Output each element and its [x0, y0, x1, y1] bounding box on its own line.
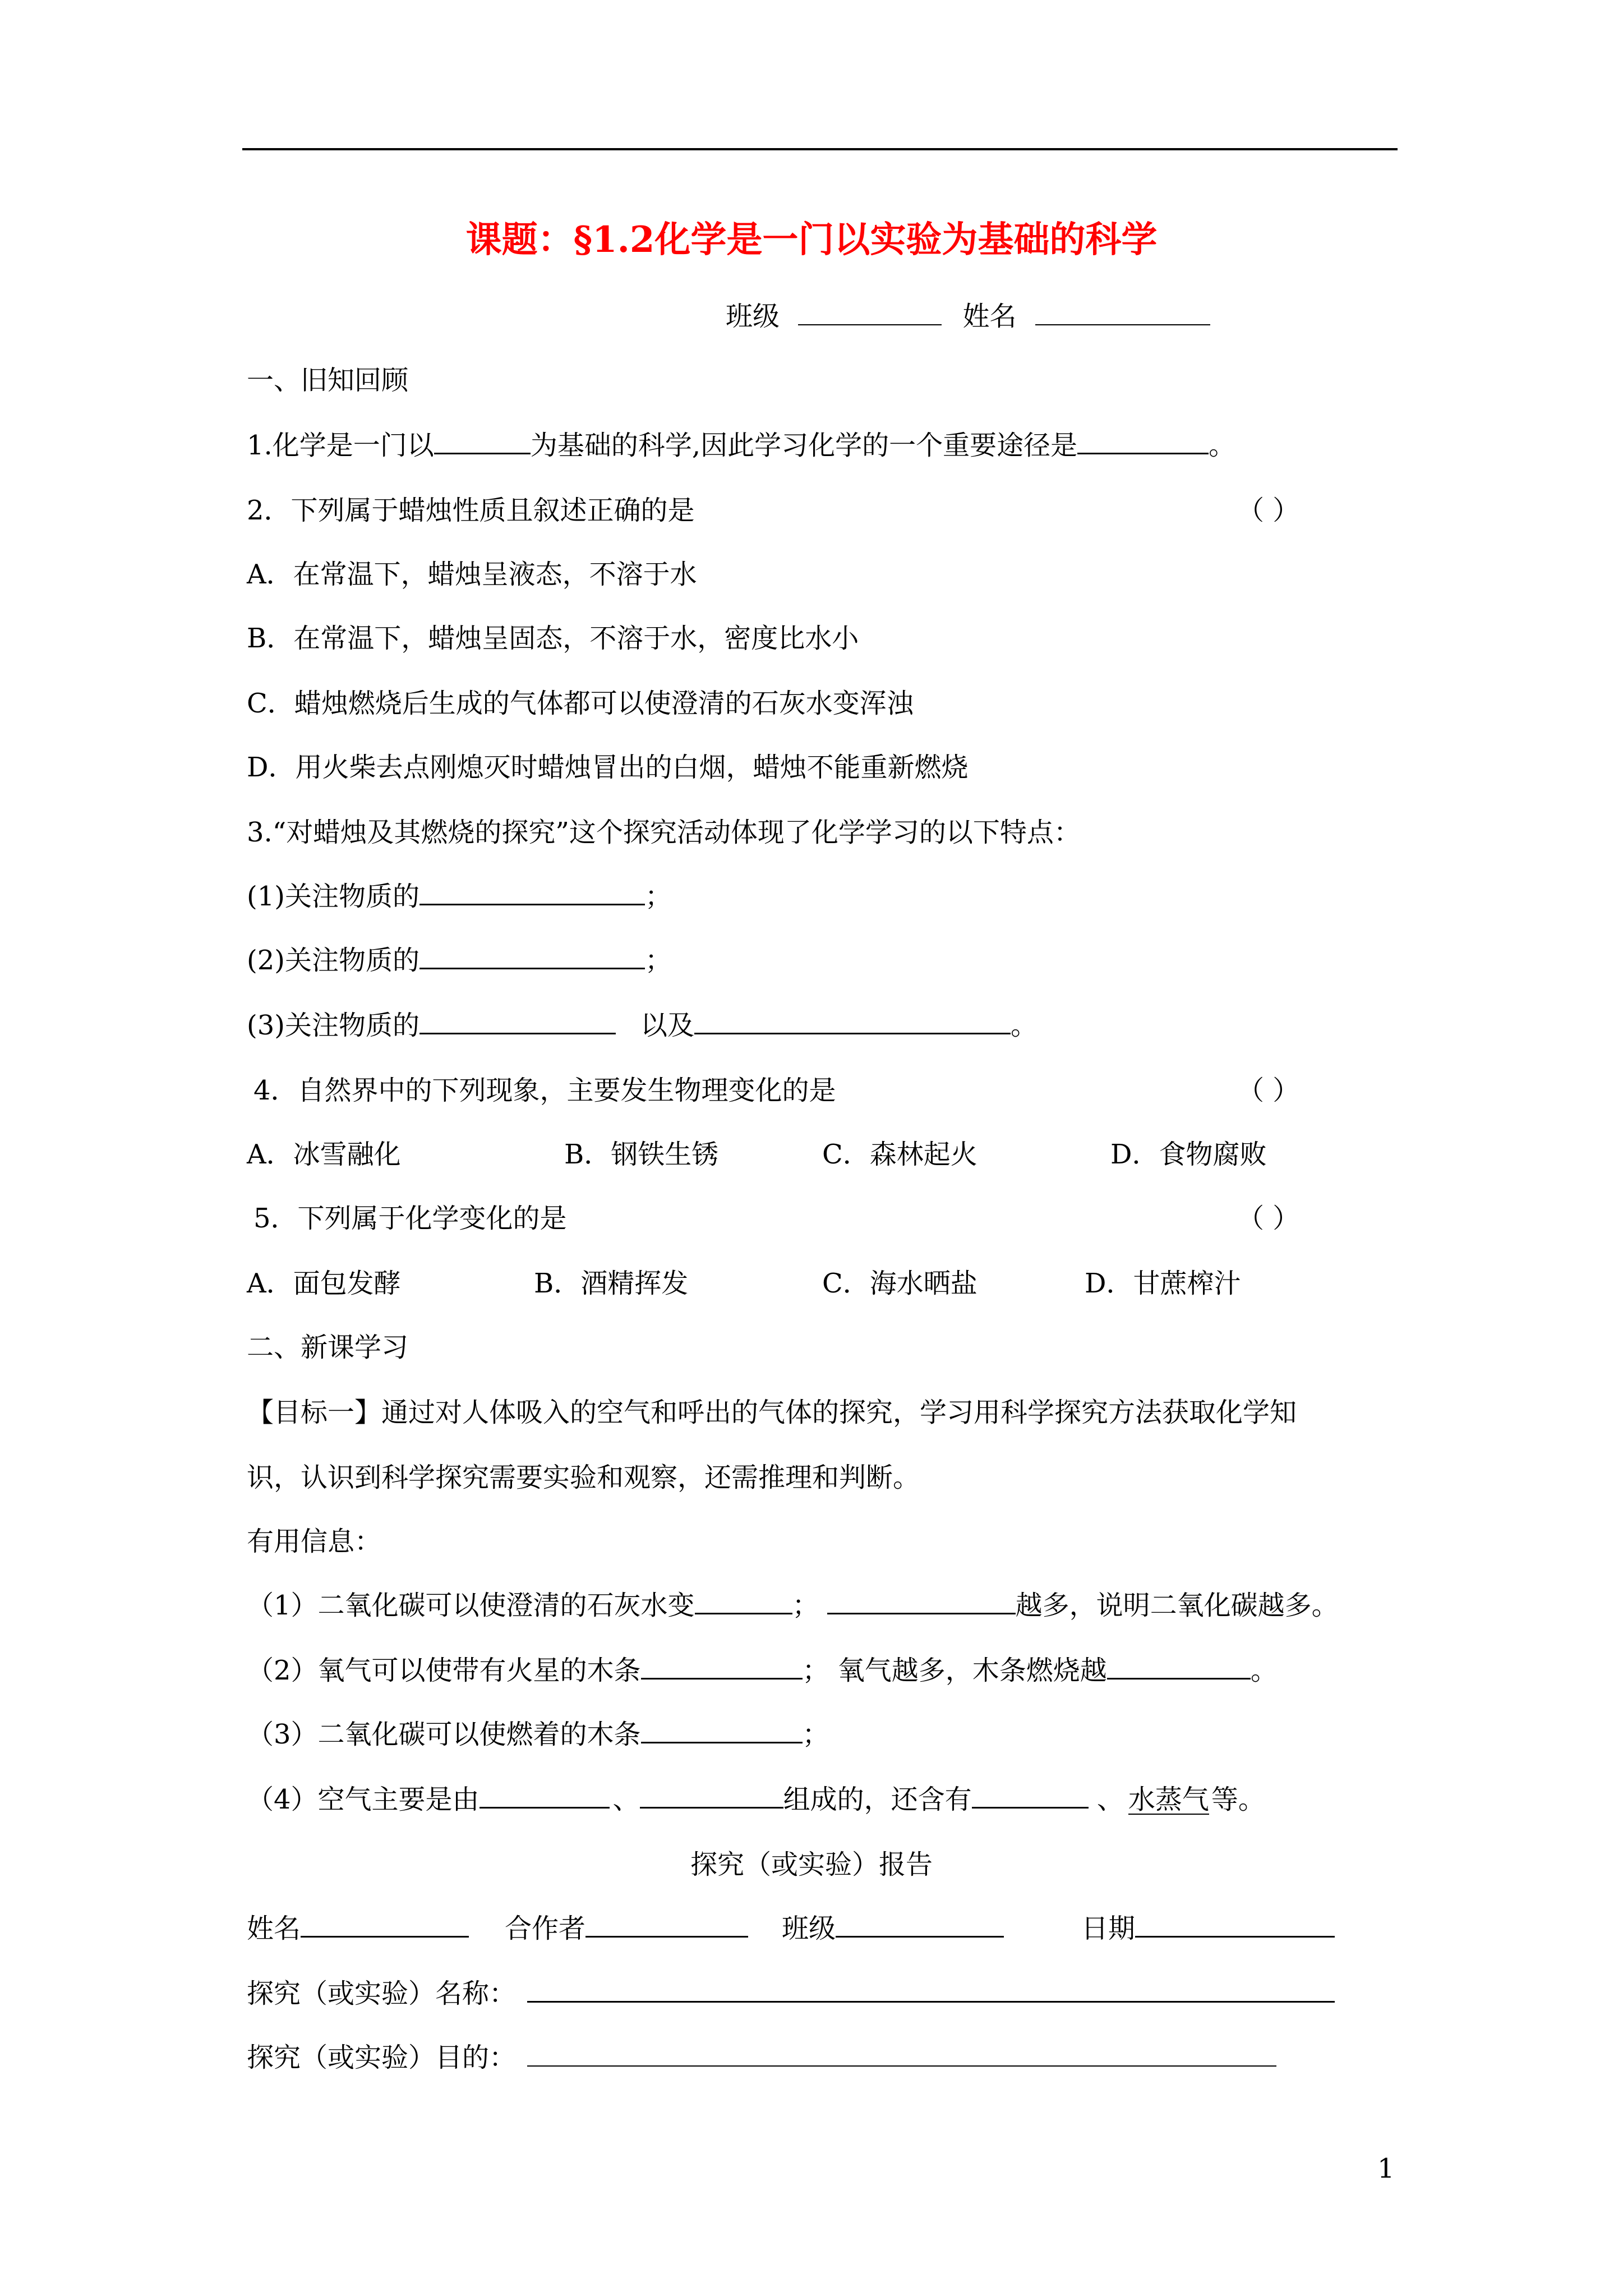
info-1-blank-2[interactable]	[827, 1587, 1016, 1614]
question-2-stem: 2．下列属于蜡烛性质且叙述正确的是	[247, 495, 695, 526]
q3-item-2	[247, 938, 672, 983]
q3-item-3	[247, 1003, 1038, 1048]
report-experiment-name-label: 探究（或实验）名称：	[247, 1978, 517, 2009]
report-experiment-name	[247, 1971, 1335, 2016]
q2-option-b: B．在常温下，蜡烛呈固态，不溶于水，密度比水小	[247, 623, 859, 654]
q4-option-a: A．冰雪融化	[247, 1139, 401, 1170]
report-date-field	[1081, 1906, 1335, 1951]
info-item-3	[247, 1712, 829, 1757]
class-blank[interactable]	[798, 298, 942, 325]
report-class-field	[782, 1906, 1004, 1951]
q3-item-1-text: (1)关注物质的	[247, 881, 419, 912]
q3-blank-3[interactable]	[419, 1007, 616, 1034]
info-1-blank-1[interactable]	[695, 1587, 792, 1614]
q5-option-c: C．海水晒盐	[822, 1268, 978, 1299]
info-3-text-1: （3）二氧化碳可以使燃着的木条	[247, 1719, 641, 1750]
report-partner-label: 合作者	[505, 1913, 586, 1944]
info-1-text-1: （1）二氧化碳可以使澄清的石灰水变	[247, 1590, 695, 1621]
question-2-answer-paren: （ ）	[1237, 495, 1300, 526]
q4-options-row	[247, 1132, 1424, 1177]
report-experiment-purpose-blank[interactable]	[527, 2040, 1276, 2067]
info-3-blank-1[interactable]	[641, 1716, 803, 1743]
question-3-stem: 3.“对蜡烛及其燃烧的探究”这个探究活动体现了化学学习的以下特点：	[247, 817, 1081, 848]
report-title: 探究（或实验）报告	[690, 1849, 933, 1880]
class-name-line	[726, 294, 1210, 339]
report-experiment-purpose-label: 探究（或实验）目的：	[247, 2042, 517, 2073]
info-4-blank-2[interactable]	[640, 1781, 783, 1809]
q2-option-c: C．蜡烛燃烧后生成的气体都可以使澄清的石灰水变浑浊	[247, 688, 914, 719]
report-experiment-purpose	[247, 2035, 1276, 2080]
q1-text-1: 1.化学是一门以	[247, 430, 434, 461]
q3-item-2-semi: ；	[645, 945, 672, 976]
question-4-answer-paren: （ ）	[1237, 1075, 1300, 1106]
question-4-stem: 4．自然界中的下列现象，主要发生物理变化的是	[253, 1075, 836, 1106]
report-date-blank[interactable]	[1135, 1910, 1335, 1938]
q5-option-d: D．甘蔗榨汁	[1085, 1268, 1241, 1299]
q2-option-d: D．用火柴去点刚熄灭时蜡烛冒出的白烟，蜡烛不能重新燃烧	[247, 752, 969, 783]
q3-item-3-text-2: 以及	[640, 1010, 695, 1041]
info-2-text-1: （2）氧气可以使带有火星的木条	[247, 1655, 641, 1686]
header-rule	[242, 148, 1398, 150]
report-partner-field	[505, 1906, 748, 1951]
report-partner-blank[interactable]	[585, 1910, 748, 1938]
goal-1-line-2: 识，认识到科学探究需要实验和观察，还需推理和判断。	[247, 1462, 920, 1493]
goal-1-line-1: 【目标一】通过对人体吸入的空气和呼出的气体的探究，学习用科学探究方法获取化学知	[247, 1397, 1297, 1428]
page-title: 课题：§1.2化学是一门以实验为基础的科学	[465, 219, 1158, 261]
question-5-stem: 5．下列属于化学变化的是	[253, 1203, 567, 1234]
info-item-1	[247, 1583, 1339, 1628]
report-date-label: 日期	[1081, 1913, 1136, 1944]
report-experiment-name-blank[interactable]	[527, 1975, 1335, 2003]
info-4-text-3: 组成的，还含有	[783, 1784, 972, 1815]
report-class-blank[interactable]	[836, 1910, 1004, 1938]
info-4-text-5: 等。	[1211, 1784, 1265, 1815]
info-2-text-3: 。	[1250, 1655, 1278, 1686]
q3-blank-1[interactable]	[419, 878, 645, 905]
info-2-blank-2[interactable]	[1107, 1652, 1251, 1680]
question-1	[247, 423, 1235, 468]
q3-blank-2[interactable]	[419, 942, 645, 969]
info-4-text-1: （4）空气主要是由	[247, 1784, 479, 1815]
report-info-row	[247, 1906, 1424, 1951]
report-name-label: 姓名	[247, 1913, 301, 1944]
info-3-text-2: ；	[802, 1719, 829, 1750]
name-label: 姓名	[962, 301, 1017, 332]
section-heading-review: 一、旧知回顾	[247, 365, 409, 396]
q3-item-1-semi: ；	[645, 881, 672, 912]
q5-option-a: A．面包发酵	[247, 1268, 401, 1299]
q1-end: 。	[1209, 430, 1236, 461]
info-2-text-2: ； 氧气越多，木条燃烧越	[802, 1655, 1107, 1686]
q2-option-a: A．在常温下，蜡烛呈液态，不溶于水	[247, 559, 697, 590]
q1-text-2: 为基础的科学,因此学习化学的一个重要途径是	[530, 430, 1078, 461]
info-item-4	[247, 1777, 1265, 1822]
info-2-blank-1[interactable]	[641, 1652, 803, 1680]
class-label: 班级	[726, 301, 780, 332]
info-1-text-2: ；	[792, 1590, 819, 1621]
info-4-water-vapor: 水蒸气	[1128, 1784, 1209, 1815]
q3-item-3-text-1: (3)关注物质的	[247, 1010, 419, 1041]
section-heading-new-lesson: 二、新课学习	[247, 1332, 409, 1363]
q3-item-1	[247, 874, 672, 919]
info-item-2	[247, 1648, 1278, 1693]
q3-item-2-text: (2)关注物质的	[247, 945, 419, 976]
q4-option-d: D．食物腐败	[1110, 1139, 1267, 1170]
q3-blank-4[interactable]	[694, 1007, 1011, 1034]
question-5-answer-paren: （ ）	[1237, 1203, 1300, 1234]
info-4-blank-1[interactable]	[479, 1781, 610, 1809]
q5-options-row	[247, 1261, 1424, 1306]
info-1-text-3: 越多，说明二氧化碳越多。	[1015, 1590, 1339, 1621]
report-class-label: 班级	[782, 1913, 836, 1944]
q1-blank-1[interactable]	[434, 427, 531, 454]
page-number: 1	[1377, 2153, 1395, 2184]
name-blank[interactable]	[1035, 298, 1210, 325]
info-4-text-4: 、	[1088, 1784, 1124, 1815]
report-name-field	[247, 1906, 469, 1951]
q5-option-b: B．酒精挥发	[534, 1268, 689, 1299]
q4-option-b: B．钢铁生锈	[564, 1139, 719, 1170]
info-4-blank-3[interactable]	[972, 1781, 1089, 1809]
q1-blank-2[interactable]	[1077, 427, 1209, 454]
info-4-text-2: 、	[612, 1784, 640, 1815]
q3-item-3-end: 。	[1011, 1010, 1038, 1041]
q4-option-c: C．森林起火	[822, 1139, 978, 1170]
report-name-blank[interactable]	[301, 1910, 469, 1938]
useful-info-label: 有用信息：	[247, 1526, 382, 1557]
